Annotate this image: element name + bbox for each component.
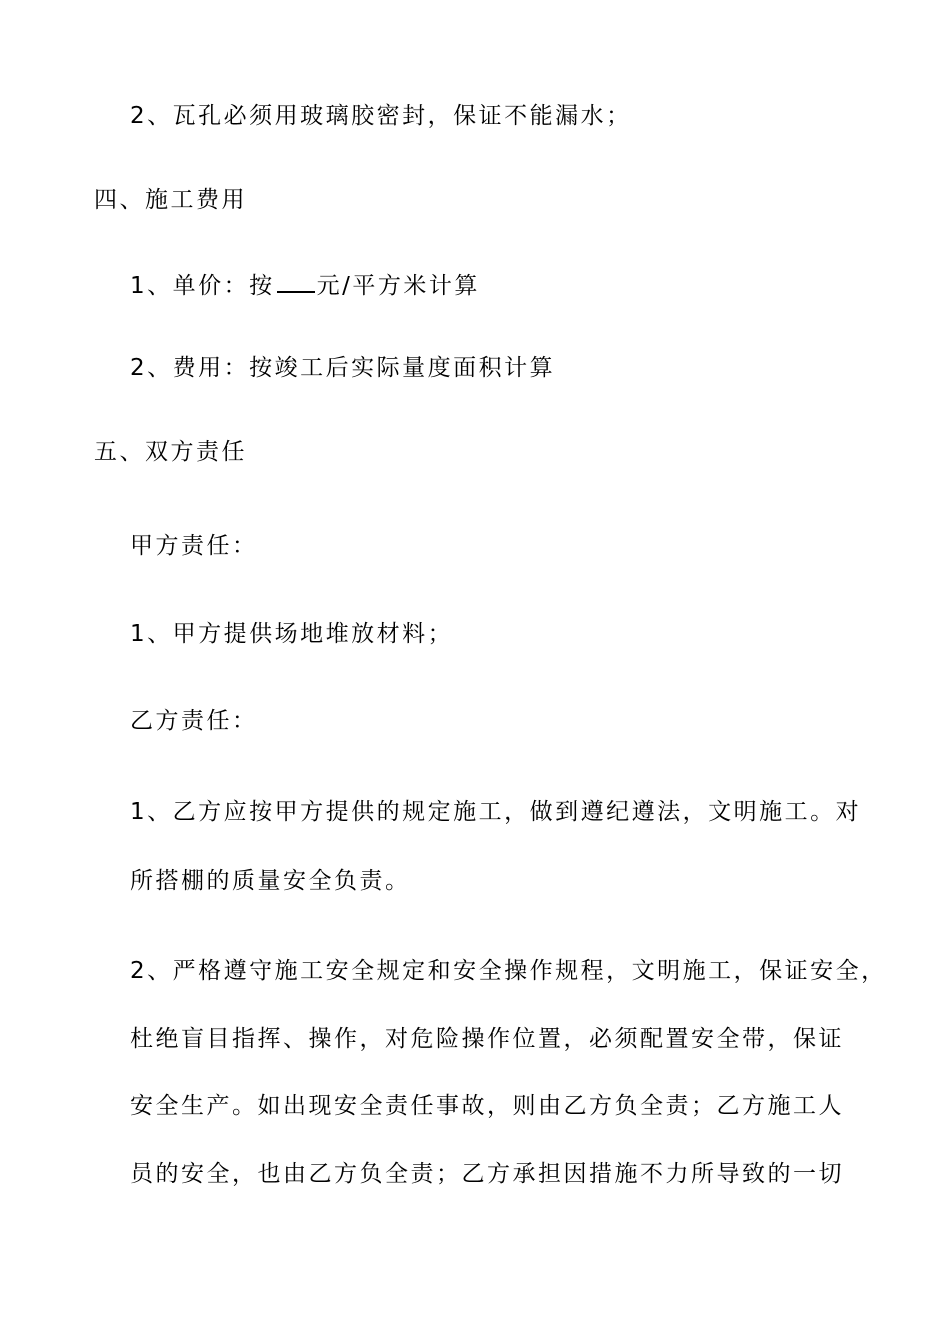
party-b-item-2-line-2: 杜绝盲目指挥、操作，对危险操作位置，必须配置安全带，保证: [130, 1026, 844, 1052]
party-b-item-1-line-1: 1、乙方应按甲方提供的规定施工，做到遵纪遵法，文明施工。对: [130, 799, 862, 825]
party-b-title: 乙方责任：: [130, 708, 258, 734]
fee-item-2: 2、费用：按竣工后实际量度面积计算: [130, 355, 556, 381]
section-5-title: 五、双方责任: [94, 439, 247, 465]
fee-item-1-suffix: 元/平方米计算: [316, 273, 480, 299]
party-b-item-2-line-1: 2、严格遵守施工安全规定和安全操作规程，文明施工，保证安全，: [130, 958, 887, 984]
item-glass-glue: 2、瓦孔必须用玻璃胶密封，保证不能漏水；: [130, 103, 632, 129]
section-4-title: 四、施工费用: [94, 187, 247, 213]
party-b-item-2-line-4: 员的安全，也由乙方负全责；乙方承担因措施不力所导致的一切: [130, 1161, 844, 1187]
party-a-title: 甲方责任：: [130, 533, 258, 559]
party-b-item-1-line-2: 所搭棚的质量安全负责。: [130, 868, 411, 894]
fee-item-1: [130, 269, 480, 301]
price-blank-underline: [277, 269, 315, 293]
fee-item-1-prefix: 1、单价：按: [130, 273, 275, 299]
party-b-item-2-line-3: 安全生产。如出现安全责任事故，则由乙方负全责；乙方施工人: [130, 1093, 844, 1119]
party-a-item-1: 1、甲方提供场地堆放材料；: [130, 621, 454, 647]
